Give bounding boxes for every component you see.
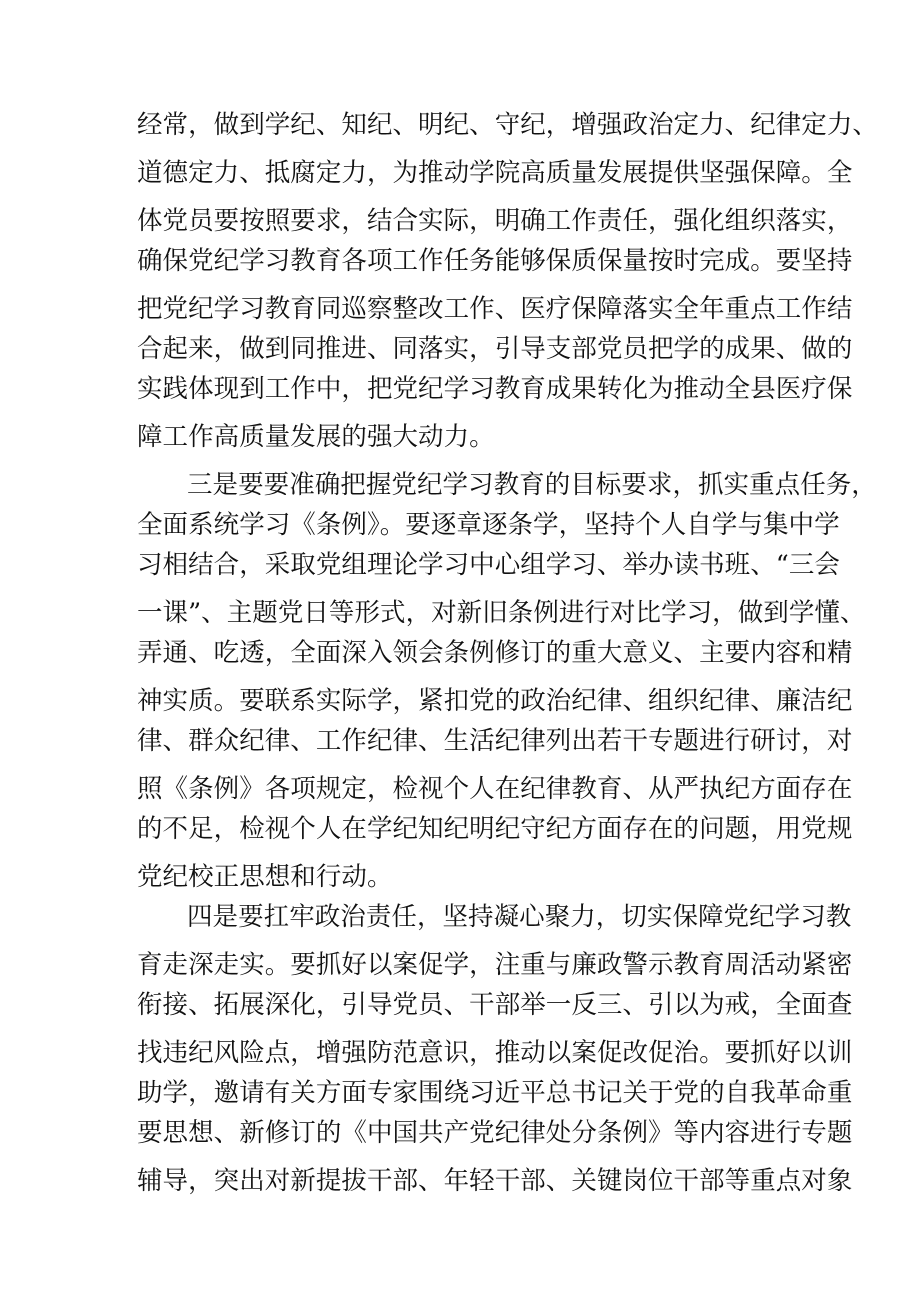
paragraph-four-first-line: 四是要扛牢政治责任，坚持凝心聚力，切实保障党纪学习教 [187,902,852,932]
text-line: 照《条例》各项规定，检视个人在纪律教育、从严执纪方面存在 [137,774,853,804]
text-line: 道德定力、抵腐定力，为推动学院高质量发展提供坚强保障。全 [137,158,853,188]
text-line: 助学，邀请有关方面专家围绕习近平总书记关于党的自我革命重 [137,1078,853,1108]
text-line: 一课”、主题党日等形式，对新旧条例进行对比学习，做到学懂、 [137,598,866,628]
text-line: 育走深走实。要抓好以案促学，注重与廉政警示教育周活动紧密 [137,950,853,980]
text-line: 习相结合，采取党组理论学习中心组学习、举办读书班、“三会 [137,550,840,580]
text-line: 把党纪学习教育同巡察整改工作、医疗保障落实全年重点工作结 [137,294,853,324]
text-line: 经常，做到学纪、知纪、明纪、守纪，增强政治定力、纪律定力、 [137,110,878,140]
text-line: 衔接、拓展深化，引导党员、干部举一反三、引以为戒，全面查 [137,990,853,1020]
text-line: 合起来，做到同推进、同落实，引导支部党员把学的成果、做的 [137,334,853,364]
text-line: 辅导，突出对新提拔干部、年轻干部、关键岗位干部等重点对象 [137,1166,853,1196]
paragraph-three-first-line: 三是要要准确把握党纪学习教育的目标要求，抓实重点任务， [187,470,877,500]
text-line: 实践体现到工作中，把党纪学习教育成果转化为推动全县医疗保 [137,374,853,404]
text-line: 体党员要按照要求，结合实际，明确工作责任，强化组织落实， [137,206,853,236]
text-line: 要思想、新修订的《中国共产党纪律处分条例》等内容进行专题 [137,1118,853,1148]
text-line: 找违纪风险点，增强防范意识，推动以案促改促治。要抓好以训 [137,1038,853,1068]
text-line: 党纪校正思想和行动。 [137,862,393,892]
text-line: 障工作高质量发展的强大动力。 [137,422,495,452]
text-line: 神实质。要联系实际学，紧扣党的政治纪律、组织纪律、廉洁纪 [137,686,853,716]
text-line: 弄通、吃透，全面深入领会条例修订的重大意义、主要内容和精 [137,638,853,668]
text-line: 确保党纪学习教育各项工作任务能够保质保量按时完成。要坚持 [137,246,853,276]
text-line: 的不足，检视个人在学纪知纪明纪守纪方面存在的问题，用党规 [137,814,853,844]
text-line: 律、群众纪律、工作纪律、生活纪律列出若干专题进行研讨，对 [137,726,853,756]
text-line: 全面系统学习《条例》。要逐章逐条学，坚持个人自学与集中学 [137,510,840,540]
